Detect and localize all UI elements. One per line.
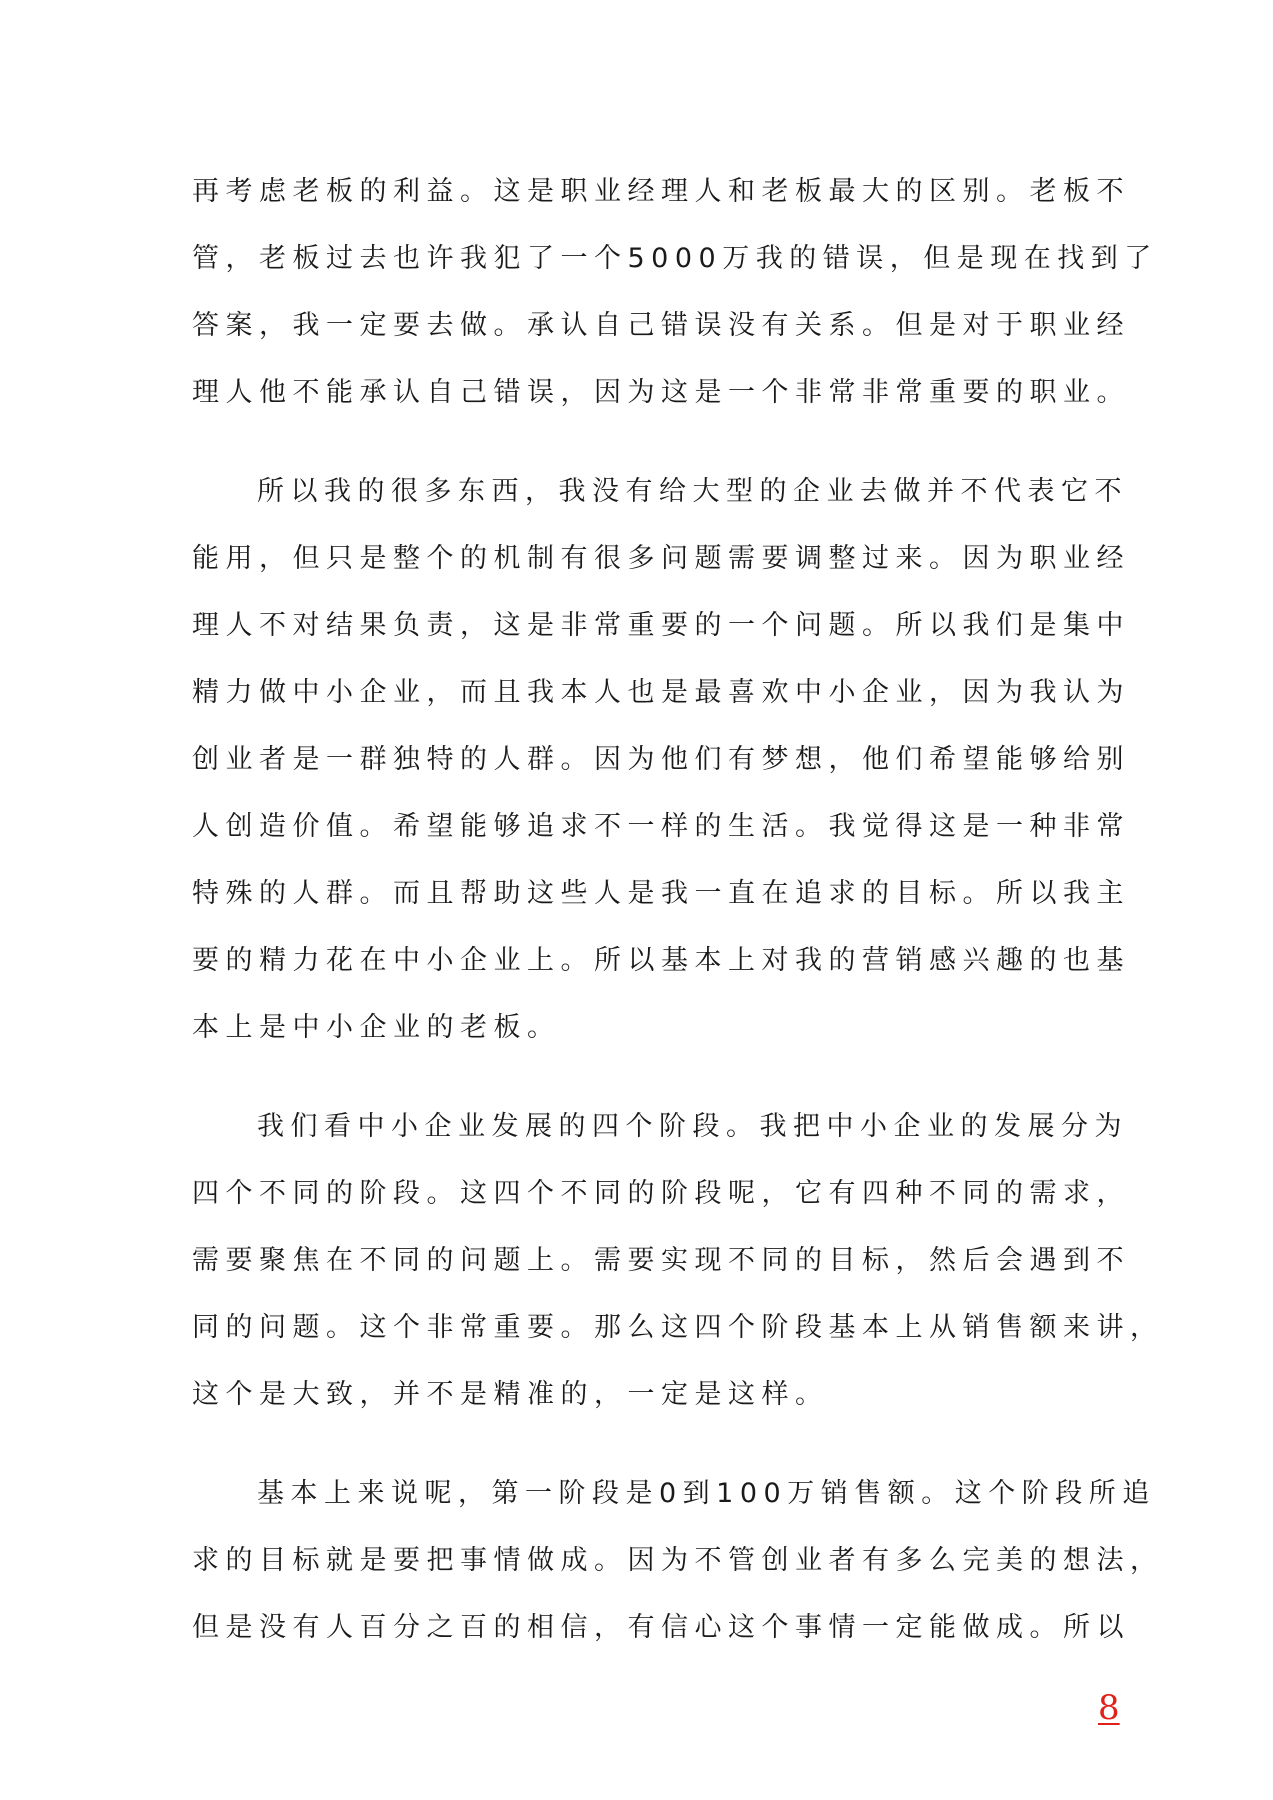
text-line: 这个是大致，并不是精准的，一定是这样。 (192, 1379, 829, 1410)
text-line: 求的目标就是要把事情做成。因为不管创业者有多么完美的想法， (192, 1545, 1164, 1576)
paragraph-1 (192, 158, 1158, 426)
text-line: 再考虑老板的利益。这是职业经理人和老板最大的区别。老板不 (192, 176, 1130, 207)
page-number: 8 (1098, 1688, 1120, 1728)
text-line: 人创造价值。希望能够追求不一样的生活。我觉得这是一种非常 (192, 811, 1130, 842)
text-line: 理人不对结果负责，这是非常重要的一个问题。所以我们是集中 (192, 610, 1130, 641)
text-line: 但是没有人百分之百的相信，有信心这个事情一定能做成。所以 (192, 1612, 1130, 1643)
text-line: 理人他不能承认自己错误，因为这是一个非常非常重要的职业。 (192, 377, 1130, 408)
text-line: 管，老板过去也许我犯了一个5000万我的错误，但是现在找到了 (192, 243, 1158, 274)
paragraph-3 (192, 1093, 1164, 1428)
text-line: 答案，我一定要去做。承认自己错误没有关系。但是对于职业经 (192, 310, 1130, 341)
text-line: 四个不同的阶段。这四个不同的阶段呢，它有四种不同的需求， (192, 1178, 1130, 1209)
text-line: 能用，但只是整个的机制有很多问题需要调整过来。因为职业经 (192, 543, 1130, 574)
text-line: 同的问题。这个非常重要。那么这四个阶段基本上从销售额来讲， (192, 1312, 1164, 1343)
text-line: 本上是中小企业的老板。 (192, 1012, 561, 1043)
text-line: 要的精力花在中小企业上。所以基本上对我的营销感兴趣的也基 (192, 945, 1130, 976)
text-line: 特殊的人群。而且帮助这些人是我一直在追求的目标。所以我主 (192, 878, 1130, 909)
text-line: 所以我的很多东西，我没有给大型的企业去做并不代表它不 (257, 476, 1128, 507)
text-line: 我们看中小企业发展的四个阶段。我把中小企业的发展分为 (257, 1111, 1128, 1142)
text-line: 创业者是一群独特的人群。因为他们有梦想，他们希望能够给别 (192, 744, 1130, 775)
paragraph-2 (192, 458, 1130, 1061)
paragraph-4 (192, 1460, 1164, 1661)
text-line: 需要聚焦在不同的问题上。需要实现不同的目标，然后会遇到不 (192, 1245, 1130, 1276)
text-line: 精力做中小企业，而且我本人也是最喜欢中小企业，因为我认为 (192, 677, 1130, 708)
body-text (192, 158, 1164, 1693)
text-line: 基本上来说呢，第一阶段是0到100万销售额。这个阶段所追 (257, 1478, 1156, 1509)
